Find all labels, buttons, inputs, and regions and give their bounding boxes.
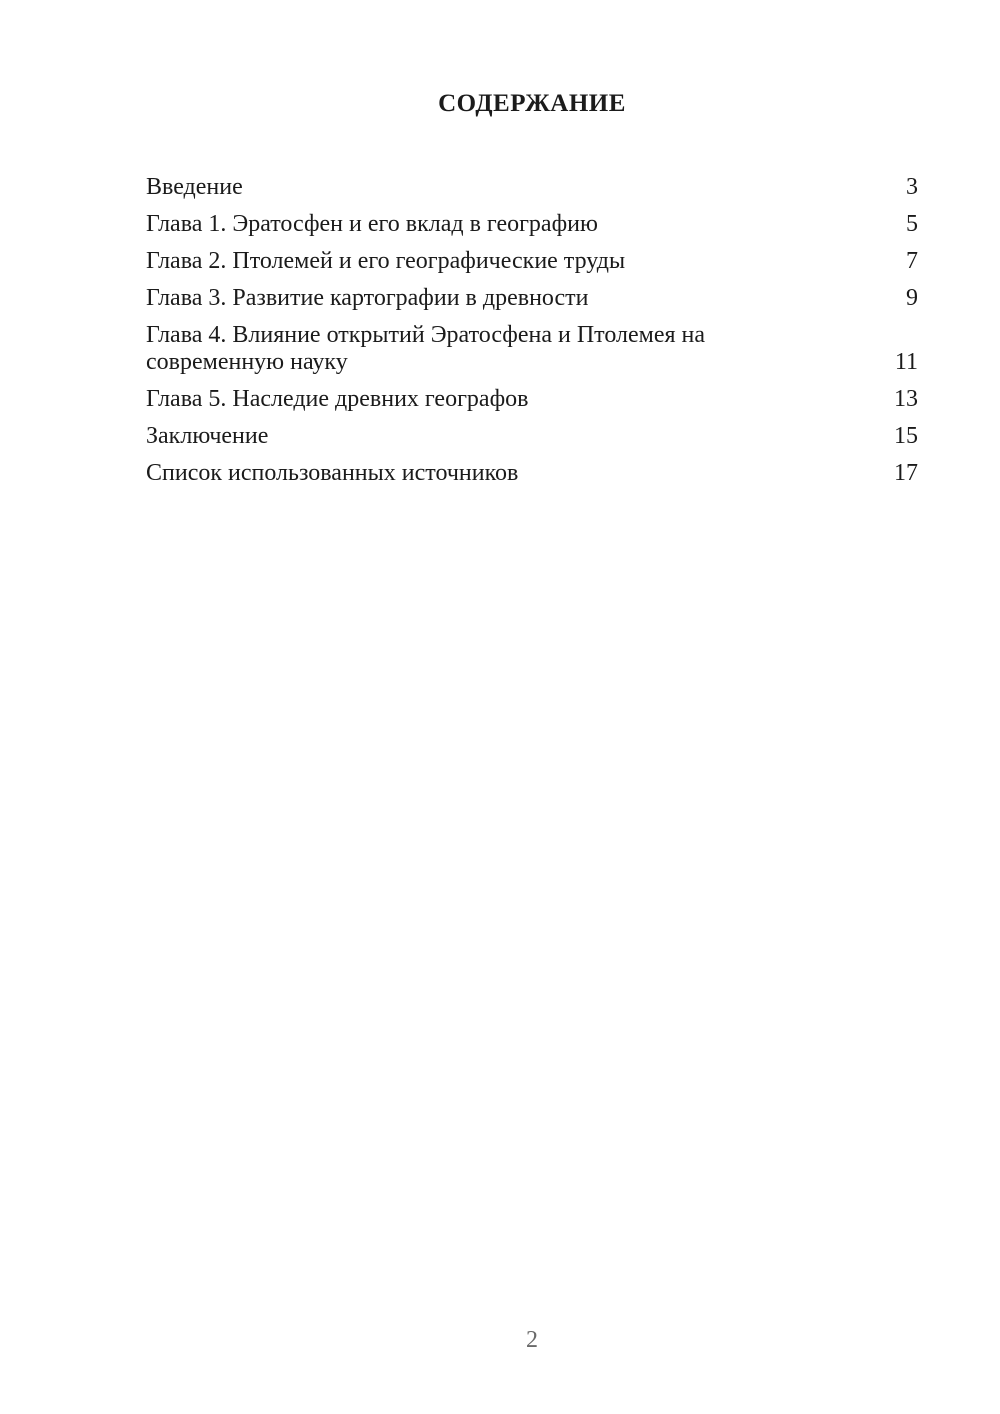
toc-entry-page-number: 3	[906, 174, 918, 200]
toc-entry-page-number: 17	[894, 460, 918, 486]
toc-entry-label: Введение	[146, 174, 243, 200]
toc-entry-label: Список использованных источников	[146, 460, 519, 486]
toc-row	[146, 174, 918, 201]
page-title: СОДЕРЖАНИЕ	[438, 90, 626, 117]
toc-entry-label: Глава 4. Влияние открытий Эратосфена и Птолемея на современную науку	[146, 322, 706, 375]
toc-row	[146, 423, 918, 450]
toc-row	[146, 386, 918, 413]
toc-entry-page-number: 15	[894, 423, 918, 449]
toc-row	[146, 322, 918, 376]
toc-entry-label: Глава 3. Развитие картографии в древности	[146, 285, 589, 311]
toc-entry-page-number: 7	[906, 248, 918, 274]
toc-row	[146, 285, 918, 312]
toc-row	[146, 211, 918, 238]
toc-entry-page-number: 5	[906, 211, 918, 237]
footer-page-number: 2	[526, 1327, 538, 1353]
toc-entry-label: Глава 2. Птолемей и его географические труды	[146, 248, 626, 274]
table-of-contents	[146, 174, 918, 487]
toc-entry-label: Глава 5. Наследие древних географов	[146, 386, 529, 412]
toc-row	[146, 460, 918, 487]
toc-entry-page-number: 11	[894, 349, 918, 375]
toc-row	[146, 248, 918, 275]
toc-entry-label: Заключение	[146, 423, 269, 449]
toc-entry-page-number: 13	[894, 386, 918, 412]
toc-entry-label: Глава 1. Эратосфен и его вклад в географию	[146, 211, 598, 237]
toc-entry-page-number: 9	[906, 285, 918, 311]
